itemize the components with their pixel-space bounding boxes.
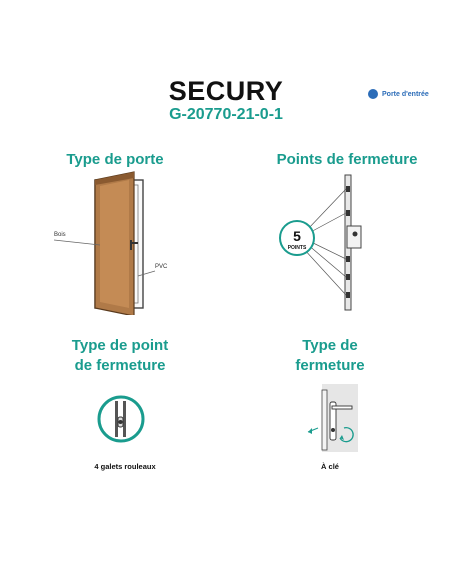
door-type-illustration (50, 170, 180, 315)
point-type-caption: 4 galets rouleaux (94, 462, 156, 471)
wood-label: Bois (54, 232, 66, 238)
keyhole-icon (331, 428, 335, 432)
closing-type-title-line1: Type de (302, 337, 358, 354)
points-unit: POINTS (287, 245, 307, 251)
door-handle-icon (132, 242, 138, 244)
door-edge-icon (322, 390, 327, 450)
door-type-title: Type de porte (66, 151, 164, 168)
product-title: SECURY (168, 76, 284, 106)
badge-label: Porte d'entrée (382, 90, 429, 98)
lock-points-illustration (275, 170, 385, 315)
point-type-title-line2: de fermeture (74, 357, 166, 374)
lock-point-icon (346, 210, 350, 216)
closing-type-title-line2: fermeture (295, 357, 365, 374)
lock-point-icon (346, 186, 350, 192)
point-type-title-line1: Type de point (71, 337, 169, 354)
key-lock-illustration (300, 382, 360, 454)
product-reference: G-20770-21-0-1 (169, 106, 283, 123)
points-count: 5 (293, 228, 301, 244)
lever-handle-icon (332, 406, 352, 409)
closing-type-caption: À clé (321, 462, 339, 471)
lock-point-icon (346, 274, 350, 280)
lock-point-icon (346, 256, 350, 262)
lock-points-title: Points de fermeture (276, 151, 418, 168)
category-dot-icon (368, 89, 378, 99)
lock-case-icon (347, 226, 361, 248)
point-type-title (40, 336, 200, 376)
door-category-badge (368, 89, 429, 99)
closing-type-title (260, 336, 400, 376)
roller-point-illustration (95, 393, 147, 445)
lock-point-icon (346, 292, 350, 298)
pvc-label: PVC (155, 264, 168, 270)
